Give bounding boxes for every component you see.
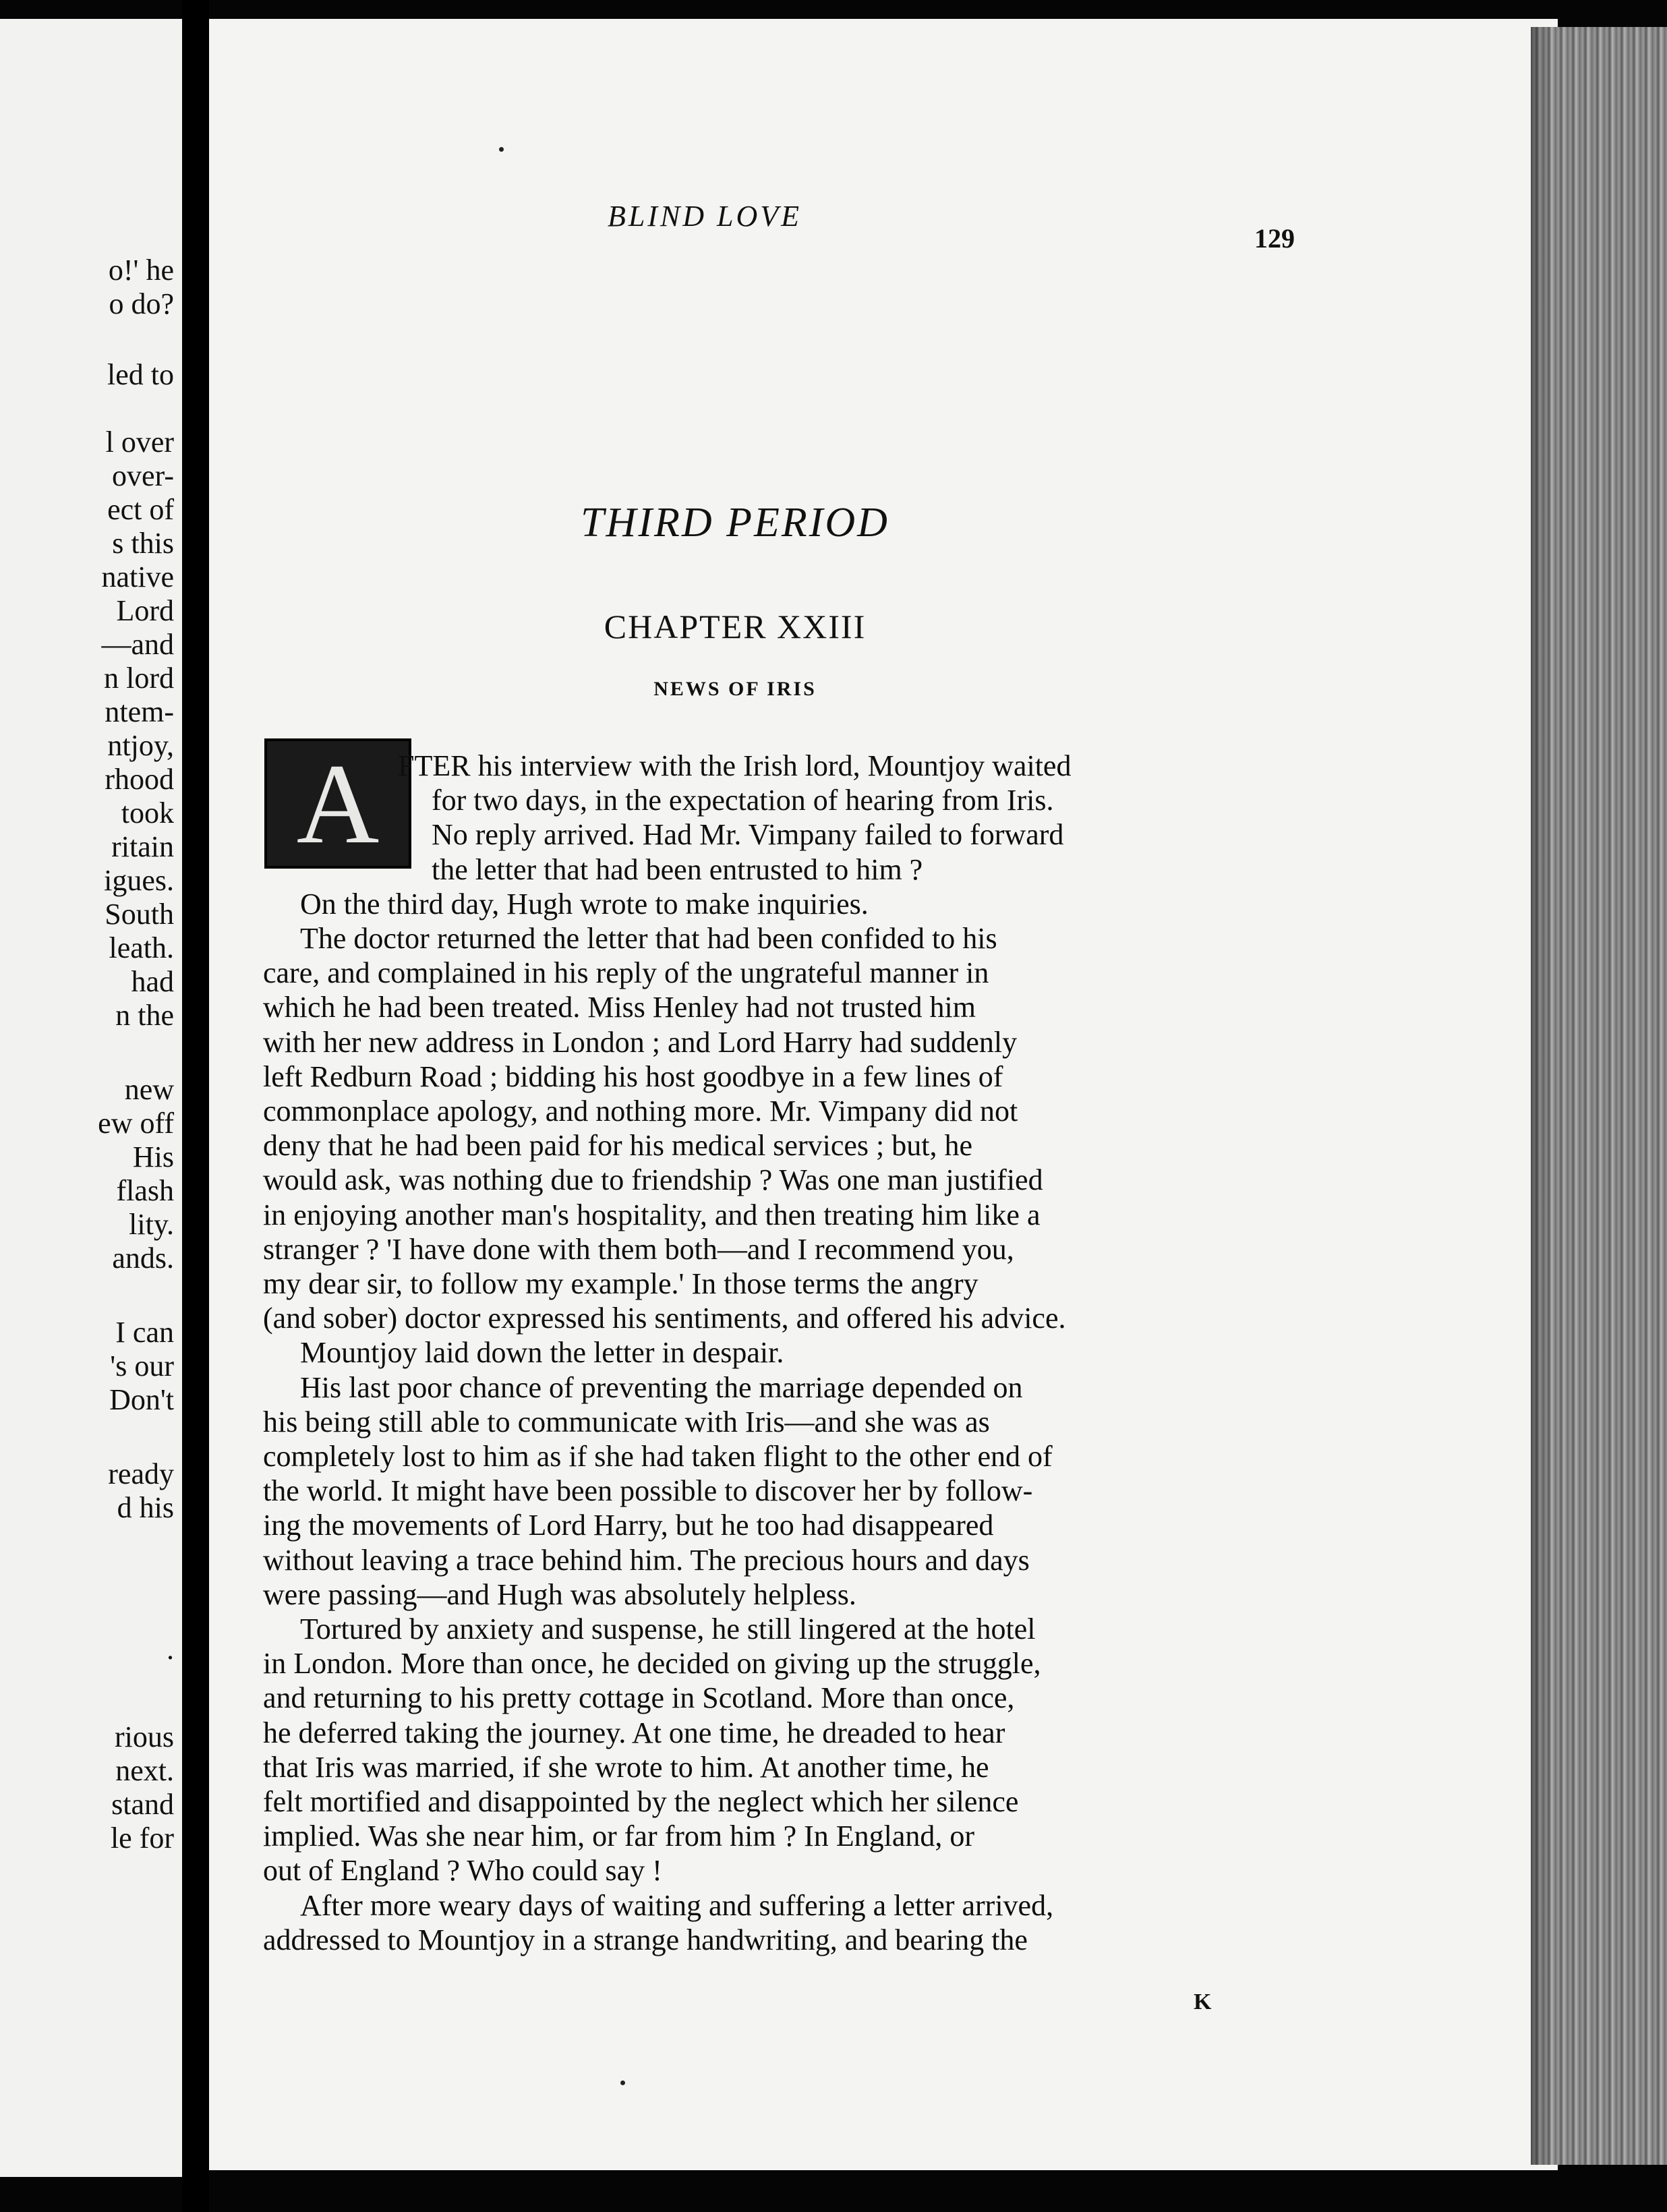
chapter-title: NEWS OF IRIS <box>653 678 817 700</box>
body-line: stranger ? 'I have done with them both—and I recommend you, <box>263 1232 1014 1266</box>
body-line: would ask, was nothing due to friendship ? Was one man justified <box>263 1163 1043 1197</box>
chapter-heading: CHAPTER XXIII <box>604 608 867 645</box>
body-line: addressed to Mountjoy in a strange handwriting, and bearing the <box>263 1923 1028 1956</box>
speck <box>499 147 504 152</box>
body-line: the world. It might have been possible to discover her by follow- <box>263 1474 1033 1508</box>
speck <box>620 2080 625 2085</box>
left-page-line: igues. <box>104 864 174 897</box>
body-line: Tortured by anxiety and suspense, he still lingered at the hotel <box>300 1612 1036 1646</box>
left-page-line: d his <box>117 1491 174 1524</box>
body-line: care, and complained in his reply of the ungrateful manner in <box>263 956 989 990</box>
body-line: my dear sir, to follow my example.' In those terms the angry <box>263 1267 978 1300</box>
left-page-line: South <box>105 898 174 931</box>
body-line: deny that he had been paid for his medical services ; but, he <box>263 1129 972 1163</box>
left-page-line: took <box>121 796 174 830</box>
body-line: felt mortified and disappointed by the neglect which her silence <box>263 1785 1019 1818</box>
left-page-line: Lord <box>116 594 174 627</box>
left-page-line: stand <box>111 1788 174 1821</box>
body-line: No reply arrived. Had Mr. Vimpany failed to forward <box>432 818 1064 852</box>
left-page-line: new <box>124 1073 174 1106</box>
left-page-line: rious <box>115 1720 174 1753</box>
body-line: out of England ? Who could say ! <box>263 1854 662 1888</box>
left-page-line: had <box>131 965 174 998</box>
left-page-line: o do? <box>109 287 174 320</box>
body-line: completely lost to him as if she had taken flight to the other end of <box>263 1440 1053 1473</box>
book-gutter <box>182 0 209 2212</box>
body-line: his being still able to communicate with Iris—and she was as <box>263 1405 990 1438</box>
body-line: and returning to his pretty cottage in Scotland. More than once, <box>263 1681 1015 1715</box>
left-page-line: n the <box>115 999 174 1032</box>
left-page-line: led to <box>107 358 174 391</box>
body-line: which he had been treated. Miss Henley had not trusted him <box>263 991 976 1024</box>
body-line: in enjoying another man's hospitality, and then treating him like a <box>263 1198 1041 1231</box>
left-page-line: —and <box>101 628 174 661</box>
body-line: commonplace apology, and nothing more. Mr. Vimpany did not <box>263 1095 1018 1128</box>
running-header-title: BLIND LOVE <box>607 200 802 233</box>
left-page-line: leath. <box>109 931 174 964</box>
body-line: ing the movements of Lord Harry, but he too had disappeared <box>263 1509 994 1542</box>
body-line: he deferred taking the journey. At one time, he dreaded to hear <box>263 1716 1005 1749</box>
left-page-line: o!' he <box>108 254 174 287</box>
body-line: the letter that had been entrusted to him ? <box>432 852 923 886</box>
left-page-line: ready <box>108 1457 174 1490</box>
left-page-line: I can <box>115 1316 174 1349</box>
left-page-line: ritain <box>111 830 174 863</box>
body-line: for two days, in the expectation of hearing from Iris. <box>432 784 1054 817</box>
signature-mark: K <box>1194 1989 1212 2014</box>
left-page-line: le for <box>110 1822 174 1855</box>
left-page <box>0 19 182 2177</box>
left-page-line: ntjoy, <box>107 729 174 762</box>
body-line: were passing—and Hugh was absolutely helpless. <box>263 1577 856 1611</box>
body-line: On the third day, Hugh wrote to make inquiries. <box>300 887 869 921</box>
left-page-line: n lord <box>104 662 174 695</box>
ornamental-drop-cap <box>264 738 411 869</box>
left-page-line: next. <box>115 1754 174 1787</box>
left-page-line: 's our <box>110 1349 174 1382</box>
left-page-line: flash <box>116 1174 174 1207</box>
left-page-line: over- <box>112 459 174 492</box>
body-line: in London. More than once, he decided on giving up the struggle, <box>263 1647 1041 1681</box>
body-line: implied. Was she near him, or far from him ? In England, or <box>263 1820 975 1853</box>
body-line: left Redburn Road ; bidding his host goodbye in a few lines of <box>263 1059 1003 1093</box>
left-page-line: ect of <box>107 493 174 526</box>
drop-cap-letter: A <box>296 740 380 867</box>
body-line: (and sober) doctor expressed his sentiments, and offered his advice. <box>263 1302 1066 1335</box>
body-line: After more weary days of waiting and suffering a letter arrived, <box>300 1888 1054 1922</box>
page-edge-shadow <box>1531 27 1551 2165</box>
body-line: with her new address in London ; and Lord Harry had suddenly <box>263 1025 1018 1059</box>
body-line: FTER his interview with the Irish lord, Mountjoy waited <box>398 749 1072 782</box>
left-page-line: native <box>101 560 174 593</box>
left-page-line: Don't <box>109 1383 174 1416</box>
left-page-line: rhood <box>105 763 174 796</box>
left-page-line: . <box>167 1633 174 1666</box>
body-line: His last poor chance of preventing the marriage depended on <box>300 1370 1023 1404</box>
body-line: Mountjoy laid down the letter in despair. <box>300 1336 784 1370</box>
page-number: 129 <box>1254 223 1295 254</box>
left-page-line: His <box>132 1140 174 1173</box>
left-page-line: ands. <box>112 1242 174 1275</box>
body-line: that Iris was married, if she wrote to him. At another time, he <box>263 1750 989 1784</box>
body-line: without leaving a trace behind him. The precious hours and days <box>263 1543 1030 1577</box>
body-line: The doctor returned the letter that had been confided to his <box>300 922 997 955</box>
left-page-line: ew off <box>98 1107 174 1140</box>
left-page-line: s this <box>112 527 174 560</box>
period-heading: THIRD PERIOD <box>581 500 889 546</box>
left-page-line: lity. <box>129 1208 174 1241</box>
left-page-line: l over <box>105 426 174 459</box>
page-edges <box>1531 27 1667 2165</box>
left-page-line: ntem- <box>105 695 174 728</box>
